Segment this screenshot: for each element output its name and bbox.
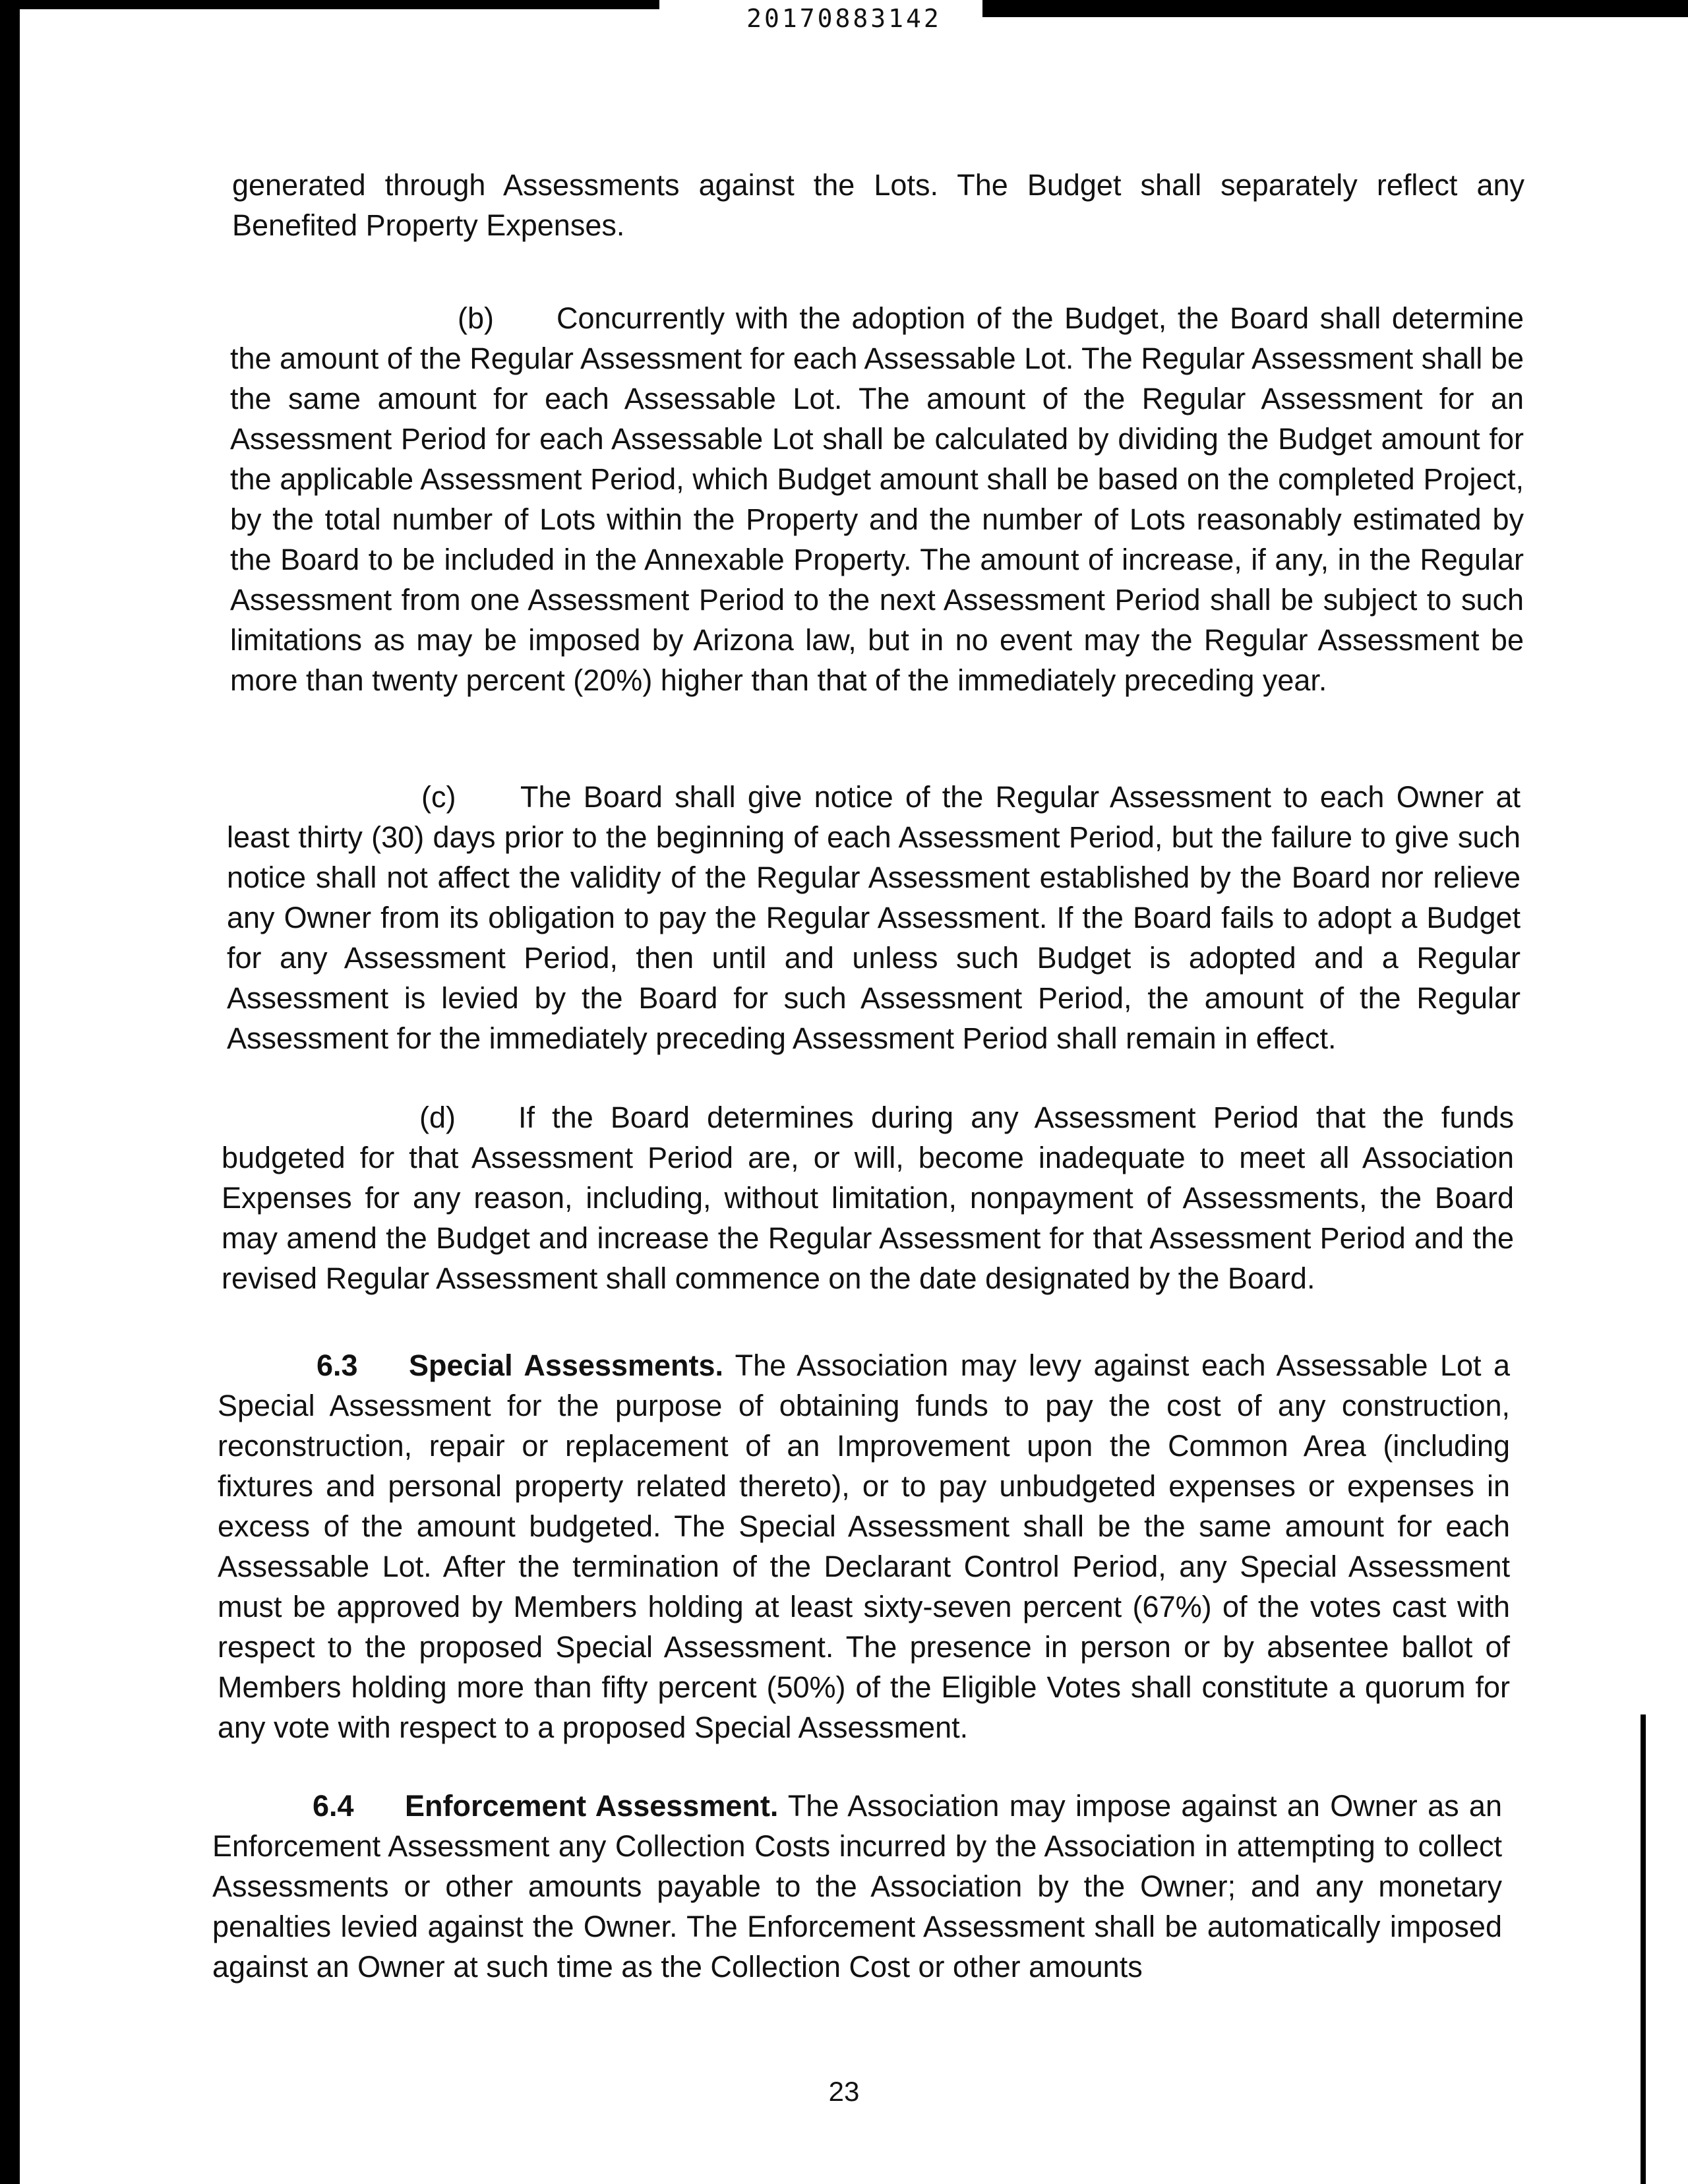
subparagraph-c xyxy=(227,777,1521,1058)
subparagraph-text: The Board shall give notice of the Regular Assessment to each Owner at least thirty (30) days prior to the beginning of each Assessment Period, but the failure to give such notice shall not affect the validity of the Regular Assessment established by the Board nor relieve any Owner from its obligation to pay the Regular Assessment. If the Board fails to adopt a Budget for any Assessment Period, then until and unless such Budget is adopted and a Regular Assessment is levied by the Board for such Assessment Period, the amount of the Regular Assessment for the immediately preceding Assessment Period shall remain in effect. xyxy=(227,780,1521,1055)
section-heading: Enforcement Assessment. xyxy=(405,1789,779,1823)
section-text: The Association may levy against each Assessable Lot a Special Assessment for the purpose of obtaining funds to pay the cost of any construction, reconstruction, repair or replacement of an Improvement upon the Common Area (including fixtures and personal property related thereto), or to pay unbudgeted expenses or expenses in excess of the amount budgeted. The Special Assessment shall be the same amount for each Assessable Lot. After the termination of the Declarant Control Period, any Special Assessment must be approved by Members holding at least sixty-seven percent (67%) of the votes cast with respect to the proposed Special Assessment. The presence in person or by absentee ballot of Members holding more than fifty percent (50%) of the Eligible Votes shall constitute a quorum for any vote with respect to a proposed Special Assessment. xyxy=(218,1349,1510,1744)
subparagraph-d xyxy=(222,1097,1514,1298)
section-number: 6.3 xyxy=(316,1349,358,1382)
section-6-3 xyxy=(218,1345,1510,1747)
subparagraph-b xyxy=(230,298,1524,700)
section-text: The Association may impose against an Owner as an Enforcement Assessment any Collection Costs incurred by the Association in attempting to collect Assessments or other amounts payable to the Association by the Owner; and any monetary penalties levied against the Owner. The Enforcement Assessment shall be automatically imposed against an Owner at such time as the Collection Cost or other amounts xyxy=(212,1789,1502,1984)
page-number: 23 xyxy=(828,2076,860,2107)
subparagraph-label: (c) xyxy=(421,780,456,814)
section-6-4 xyxy=(212,1786,1502,1987)
document-number: 20170883142 xyxy=(746,4,942,33)
subparagraph-label: (b) xyxy=(458,301,494,335)
paragraph-text: generated through Assessments against the Lots. The Budget shall separately reflect any Benefited Property Expenses. xyxy=(232,168,1524,242)
subparagraph-label: (d) xyxy=(419,1101,456,1134)
scan-edge-right xyxy=(1641,1714,1646,2184)
section-number: 6.4 xyxy=(313,1789,354,1823)
section-heading: Special Assessments. xyxy=(409,1349,723,1382)
scan-edge-left xyxy=(0,0,20,2184)
subparagraph-text: Concurrently with the adoption of the Budget, the Board shall determine the amount of the Regular Assessment for each Assessable Lot. The Regular Assessment shall be the same amount for each Assessable Lot. The amount of the Regular Assessment for an Assessment Period for each Assessable Lot shall be calculated by dividing the Budget amount for the applicable Assessment Period, which Budget amount shall be based on the completed Project, by the total number of Lots within the Property and the number of Lots reasonably estimated by the Board to be included in the Annexable Property. The amount of increase, if any, in the Regular Assessment from one Assessment Period to the next Assessment Period shall be subject to such limitations as may be imposed by Arizona law, but in no event may the Regular Assessment be more than twenty percent (20%) higher than that of the immediately preceding year. xyxy=(230,301,1524,697)
subparagraph-text: If the Board determines during any Assessment Period that the funds budgeted for that Assessment Period are, or will, become inadequate to meet all Association Expenses for any reason, including, without limitation, nonpayment of Assessments, the Board may amend the Budget and increase the Regular Assessment for that Assessment Period and the revised Regular Assessment shall commence on the date designated by the Board. xyxy=(222,1101,1514,1295)
paragraph-continuation xyxy=(232,165,1524,245)
